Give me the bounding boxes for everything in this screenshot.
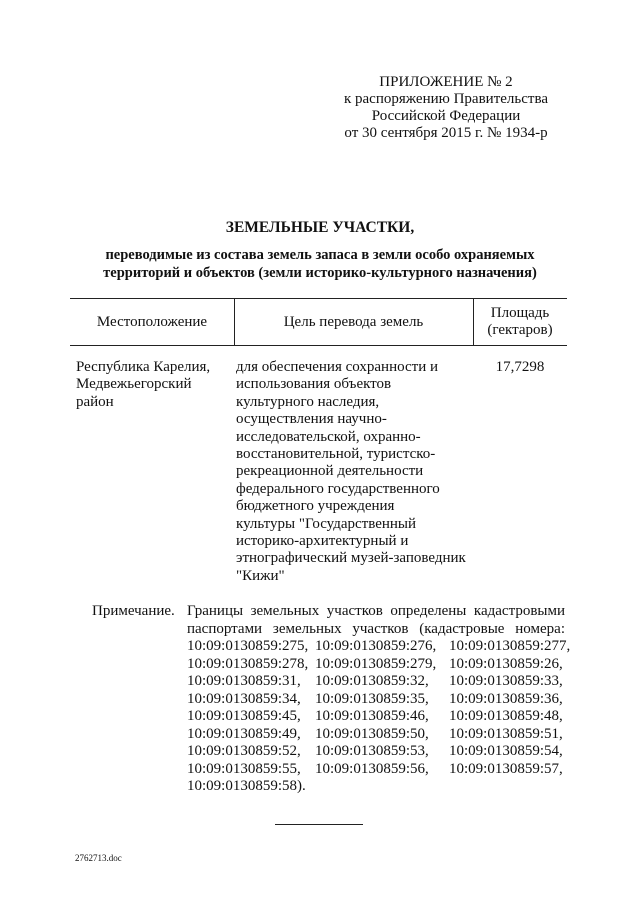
cadastral-number: 10:09:0130859:52, <box>187 743 301 759</box>
purpose-line: этнографический музей-заповедник <box>236 550 466 567</box>
cadastral-row <box>187 761 565 779</box>
column-header-location: Местоположение <box>96 314 208 330</box>
area-header-line-2: (гектаров) <box>487 322 553 338</box>
cadastral-number: 10:09:0130859:56, <box>315 760 429 777</box>
end-separator-line <box>275 824 363 825</box>
cadastral-number: 10:09:0130859:57, <box>449 760 563 777</box>
cadastral-number: 10:09:0130859:277, <box>449 638 571 654</box>
cell-location <box>76 359 210 411</box>
cadastral-row <box>187 691 565 709</box>
location-line: Медвежьегорский <box>76 376 192 393</box>
cadastral-row <box>187 743 565 761</box>
purpose-line: использования объектов <box>236 376 392 393</box>
cadastral-number: 10:09:0130859:54, <box>449 743 563 759</box>
purpose-line: для обеспечения сохранности и <box>236 359 438 375</box>
purpose-line: осуществления научно- <box>236 411 387 428</box>
cadastral-number: 10:09:0130859:51, <box>449 725 563 742</box>
appendix-government: Российской Федерации <box>371 108 521 124</box>
appendix-number: ПРИЛОЖЕНИЕ № 2 <box>379 74 513 90</box>
document-file-id: 2762713.doc <box>75 853 122 863</box>
cadastral-number: 10:09:0130859:53, <box>315 743 429 759</box>
cell-area: 17,7298 <box>495 359 545 375</box>
subtitle-line-2: территорий и объектов (земли историко-культурного назначения) <box>103 265 537 281</box>
table-header-bottom-border <box>70 345 567 346</box>
location-line: район <box>76 393 114 410</box>
purpose-line: федерального государственного <box>236 480 440 497</box>
cell-purpose <box>236 359 466 585</box>
cadastral-number: 10:09:0130859:50, <box>315 725 429 742</box>
table-top-border <box>70 298 567 299</box>
cadastral-number: 10:09:0130859:278, <box>187 655 309 672</box>
purpose-line: культуры "Государственный <box>236 515 417 532</box>
appendix-header <box>330 74 562 142</box>
cadastral-number: 10:09:0130859:276, <box>315 638 437 654</box>
purpose-line: рекреационной деятельности <box>236 463 424 480</box>
cadastral-number: 10:09:0130859:36, <box>449 690 563 707</box>
cadastral-row <box>187 638 571 656</box>
column-header-purpose: Цель перевода земель <box>283 314 424 330</box>
cadastral-number: 10:09:0130859:45, <box>187 708 301 724</box>
cadastral-row <box>187 726 565 744</box>
purpose-line: культурного наследия, <box>236 393 380 410</box>
note-intro-line: Границы земельных участков определены кадастровыми <box>187 603 565 619</box>
purpose-line: бюджетного учреждения <box>236 498 395 515</box>
cadastral-number: 10:09:0130859:46, <box>315 708 429 724</box>
subtitle-line-1: переводимые из состава земель запаса в земли особо охраняемых <box>105 247 535 263</box>
cadastral-number: 10:09:0130859:32, <box>315 673 429 689</box>
note-intro-line: паспортами земельных участков (кадастровые номера: <box>187 620 565 637</box>
purpose-line: восстановительной, туристско- <box>236 446 436 463</box>
cadastral-row <box>187 656 565 674</box>
appendix-reference: к распоряжению Правительства <box>343 91 548 107</box>
cadastral-number: 10:09:0130859:33, <box>449 673 563 689</box>
note-body <box>187 603 571 796</box>
cadastral-row <box>187 673 565 691</box>
cadastral-number-last: 10:09:0130859:58). <box>187 778 306 794</box>
cadastral-number: 10:09:0130859:49, <box>187 725 301 742</box>
location-line: Республика Карелия, <box>76 359 211 375</box>
column-header-area <box>473 305 567 339</box>
document-title: ЗЕМЕЛЬНЫЕ УЧАСТКИ, <box>225 219 415 236</box>
document-subtitle <box>0 246 640 282</box>
cadastral-number: 10:09:0130859:279, <box>315 655 437 672</box>
cadastral-number: 10:09:0130859:35, <box>315 690 429 707</box>
cadastral-number: 10:09:0130859:31, <box>187 673 301 689</box>
cadastral-number: 10:09:0130859:275, <box>187 638 309 654</box>
purpose-line: исследовательской, охранно- <box>236 428 421 445</box>
cadastral-number: 10:09:0130859:26, <box>449 655 563 672</box>
area-header-line-1: Площадь <box>490 305 550 321</box>
cadastral-number: 10:09:0130859:34, <box>187 690 301 707</box>
cadastral-number: 10:09:0130859:55, <box>187 760 301 777</box>
cadastral-number: 10:09:0130859:48, <box>449 708 563 724</box>
purpose-line: "Кижи" <box>236 567 285 584</box>
appendix-date: от 30 сентября 2015 г. № 1934-р <box>344 125 548 141</box>
cadastral-row <box>187 708 565 726</box>
note-label: Примечание. <box>92 603 175 619</box>
purpose-line: историко-архитектурный и <box>236 533 409 550</box>
